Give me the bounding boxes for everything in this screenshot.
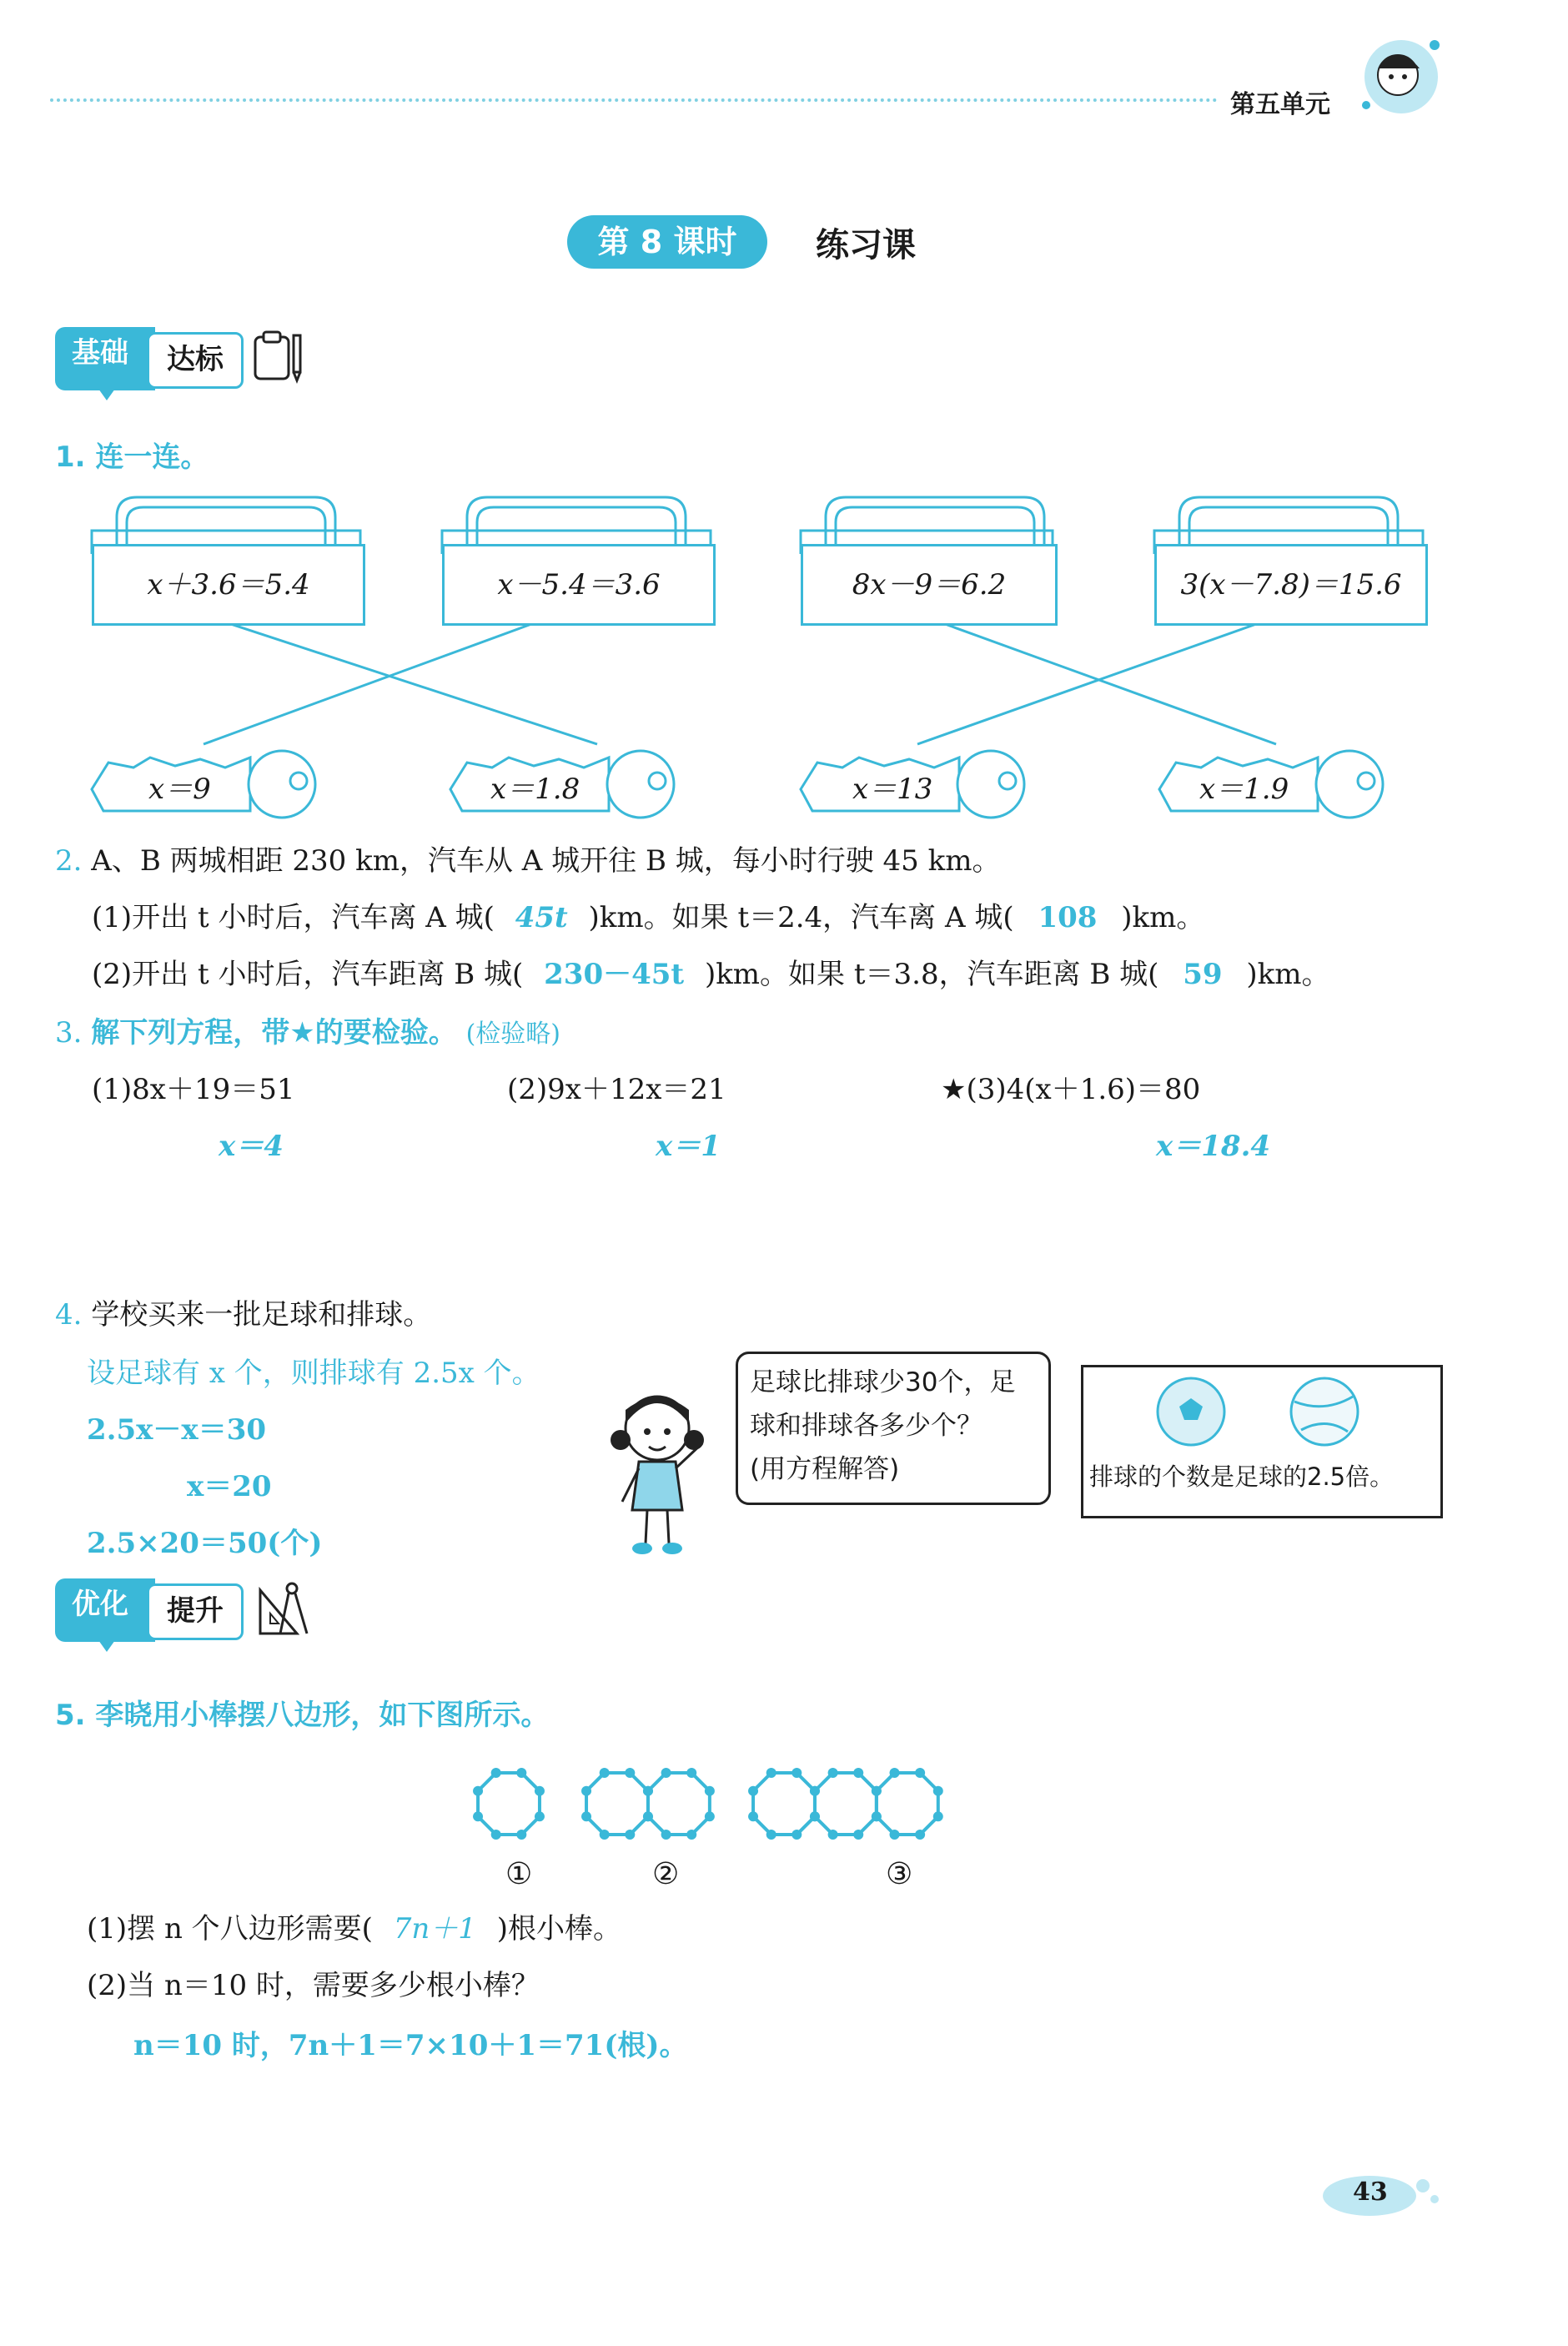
octagon-2-2 xyxy=(648,1773,710,1835)
speech-line-3: (用方程解答) xyxy=(750,1454,900,1484)
stick-joint xyxy=(766,1768,776,1778)
q3-answer1: x＝4 xyxy=(219,1130,284,1163)
octagon-2-1 xyxy=(586,1773,648,1835)
q2-p1-c: )km。 xyxy=(1121,901,1205,934)
q4-work3: x＝20 xyxy=(187,1470,272,1503)
q4-work1: 设足球有 x 个，则排球有 2.5x 个。 xyxy=(87,1357,540,1390)
section-advanced-tail xyxy=(98,1640,115,1652)
q2-p1-answer2: 108 xyxy=(1038,901,1098,934)
unit-label: 第五单元 xyxy=(1230,90,1330,119)
stick-joint xyxy=(491,1830,501,1840)
stick-joint xyxy=(686,1830,696,1840)
q4-text: 学校买来一批足球和排球。 xyxy=(91,1298,432,1332)
balls-illustration xyxy=(1143,1372,1393,1452)
stick-joint xyxy=(872,1811,882,1821)
q2-part2 xyxy=(92,951,1330,992)
q5-number: 5. xyxy=(55,1699,86,1732)
lock1-equation: x＋3.6＝5.4 xyxy=(92,544,365,626)
stick-joint xyxy=(810,1811,820,1821)
stick-joint xyxy=(661,1768,671,1778)
stick-joint xyxy=(890,1768,900,1778)
speech-line-1: 足球比排球少30个，足 xyxy=(750,1367,1016,1397)
stick-joint xyxy=(516,1830,526,1840)
stick-joint xyxy=(748,1786,758,1796)
q3-header xyxy=(55,1009,560,1050)
stick-joint xyxy=(581,1786,591,1796)
stick-joint xyxy=(705,1786,715,1796)
section-advanced-right: 提升 xyxy=(147,1583,244,1640)
stick-joint xyxy=(853,1830,863,1840)
stick-joint xyxy=(853,1768,863,1778)
q4-work2: 2.5x－x＝30 xyxy=(87,1413,267,1447)
stick-joint xyxy=(828,1830,838,1840)
stick-joint xyxy=(516,1768,526,1778)
q2-number: 2. xyxy=(55,844,83,878)
stick-joint xyxy=(915,1768,925,1778)
q4-number: 4. xyxy=(55,1298,83,1332)
q1-diagram xyxy=(0,484,1568,834)
lesson-title: 练习课 xyxy=(816,226,916,264)
section-basic-tail xyxy=(98,389,115,400)
q3-text: 解下列方程，带★的要检验。 xyxy=(91,1016,457,1050)
stick-joint xyxy=(810,1786,820,1796)
q3-number: 3. xyxy=(55,1016,83,1050)
key4-text: x＝1.9 xyxy=(1199,773,1289,806)
q2-p2-c: )km。 xyxy=(1246,958,1330,991)
q1-header xyxy=(55,434,209,475)
q2-p1-b: )km。如果 t＝2.4，汽车离 A 城( xyxy=(588,901,1014,934)
q2-part1 xyxy=(92,894,1204,935)
q4-work4: 2.5×20＝50(个) xyxy=(87,1527,323,1560)
stick-joint xyxy=(872,1786,882,1796)
q5-p1-b: )根小棒。 xyxy=(496,1912,622,1946)
key3-text: x＝13 xyxy=(852,773,933,806)
q3-eq3: ★(3)4(x＋1.6)＝80 xyxy=(941,1073,1201,1106)
volleyball-icon xyxy=(1291,1378,1358,1445)
q2-p1-a: (1)开出 t 小时后，汽车离 A 城( xyxy=(92,901,495,934)
stick-joint xyxy=(748,1811,758,1821)
figure-label-3: ③ xyxy=(886,1857,913,1891)
q2-p2-b: )km。如果 t＝3.8，汽车距离 B 城( xyxy=(704,958,1159,991)
q5-header xyxy=(55,1692,549,1733)
q1-number: 1. xyxy=(55,441,86,474)
stick-joint xyxy=(792,1830,802,1840)
q1-text: 连一连。 xyxy=(95,441,209,474)
lock3-equation: 8x－9＝6.2 xyxy=(801,544,1058,626)
q2-p2-a: (2)开出 t 小时后，汽车距离 B 城( xyxy=(92,958,524,991)
octagon-figures xyxy=(467,1752,1034,1860)
octagon-1-1 xyxy=(478,1773,540,1835)
figure-label-1: ① xyxy=(505,1857,533,1891)
q5-part2: (2)当 n＝10 时，需要多少根小棒？ xyxy=(87,1969,540,2002)
stick-joint xyxy=(600,1768,610,1778)
stick-joint xyxy=(643,1786,653,1796)
lesson-badge: 第 8 课时 xyxy=(567,215,767,269)
key2-text: x＝1.8 xyxy=(490,773,580,806)
stick-joint xyxy=(625,1830,635,1840)
q3-eq1: (1)8x＋19＝51 xyxy=(92,1073,295,1106)
octagon-3-1 xyxy=(753,1773,815,1835)
geometry-tools-icon xyxy=(255,1578,317,1640)
header-rule xyxy=(50,98,1218,102)
key1-text: x＝9 xyxy=(148,773,211,806)
header-girl-icon xyxy=(1351,25,1451,125)
octagon-3-2 xyxy=(815,1773,877,1835)
speech-bubble xyxy=(736,1352,1051,1505)
q3-note: (检验略) xyxy=(465,1019,560,1049)
q2-p1-answer1: 45t xyxy=(515,901,568,934)
stick-joint xyxy=(535,1786,545,1796)
q2-p2-answer1: 230－45t xyxy=(544,958,685,991)
q5-p1-a: (1)摆 n 个八边形需要( xyxy=(87,1912,373,1946)
stick-joint xyxy=(915,1830,925,1840)
q3-eq2: (2)9x＋12x＝21 xyxy=(507,1073,726,1106)
stick-joint xyxy=(766,1830,776,1840)
stick-joint xyxy=(661,1830,671,1840)
section-basic-left: 基础 xyxy=(55,327,155,390)
stick-joint xyxy=(625,1768,635,1778)
stick-joint xyxy=(828,1768,838,1778)
q2-text: A、B 两城相距 230 km，汽车从 A 城开往 B 城，每小时行驶 45 km。 xyxy=(91,844,1001,878)
section-advanced-tag xyxy=(55,1578,255,1642)
q5-answer: n＝10 时，7n＋1＝7×10＋1＝71(根)。 xyxy=(133,2029,688,2062)
section-advanced-left: 优化 xyxy=(55,1578,155,1642)
lock2-equation: x－5.4＝3.6 xyxy=(442,544,716,626)
clipboard-icon xyxy=(250,327,309,385)
stick-joint xyxy=(535,1811,545,1821)
stick-joint xyxy=(686,1768,696,1778)
stick-joint xyxy=(581,1811,591,1821)
stick-joint xyxy=(473,1786,483,1796)
girl-illustration xyxy=(599,1385,724,1560)
stick-joint xyxy=(643,1811,653,1821)
info-text: 排球的个数是足球的2.5倍。 xyxy=(1089,1462,1395,1491)
stick-joint xyxy=(890,1830,900,1840)
stick-joint xyxy=(705,1811,715,1821)
figure-label-2: ② xyxy=(652,1857,680,1891)
stick-joint xyxy=(792,1768,802,1778)
stick-joint xyxy=(491,1768,501,1778)
stick-joint xyxy=(933,1811,943,1821)
q2-line xyxy=(55,838,1000,878)
q5-part1 xyxy=(87,1905,621,1946)
q5-p1-answer: 7n＋1 xyxy=(393,1912,476,1946)
section-basic-right: 达标 xyxy=(147,332,244,389)
stick-joint xyxy=(933,1786,943,1796)
lock4-equation: 3(x－7.8)＝15.6 xyxy=(1154,544,1428,626)
page-number: 43 xyxy=(1353,2177,1388,2207)
octagon-3-3 xyxy=(877,1773,938,1835)
section-basic-tag xyxy=(55,327,255,390)
q5-text: 李晓用小棒摆八边形，如下图所示。 xyxy=(95,1699,550,1732)
q4-line xyxy=(55,1291,431,1332)
stick-joint xyxy=(473,1811,483,1821)
q2-p2-answer2: 59 xyxy=(1183,958,1223,991)
speech-line-2: 球和排球各多少个？ xyxy=(750,1411,983,1441)
q3-answer3: x＝18.4 xyxy=(1156,1130,1271,1163)
stick-joint xyxy=(600,1830,610,1840)
q3-answer2: x＝1 xyxy=(656,1130,721,1163)
